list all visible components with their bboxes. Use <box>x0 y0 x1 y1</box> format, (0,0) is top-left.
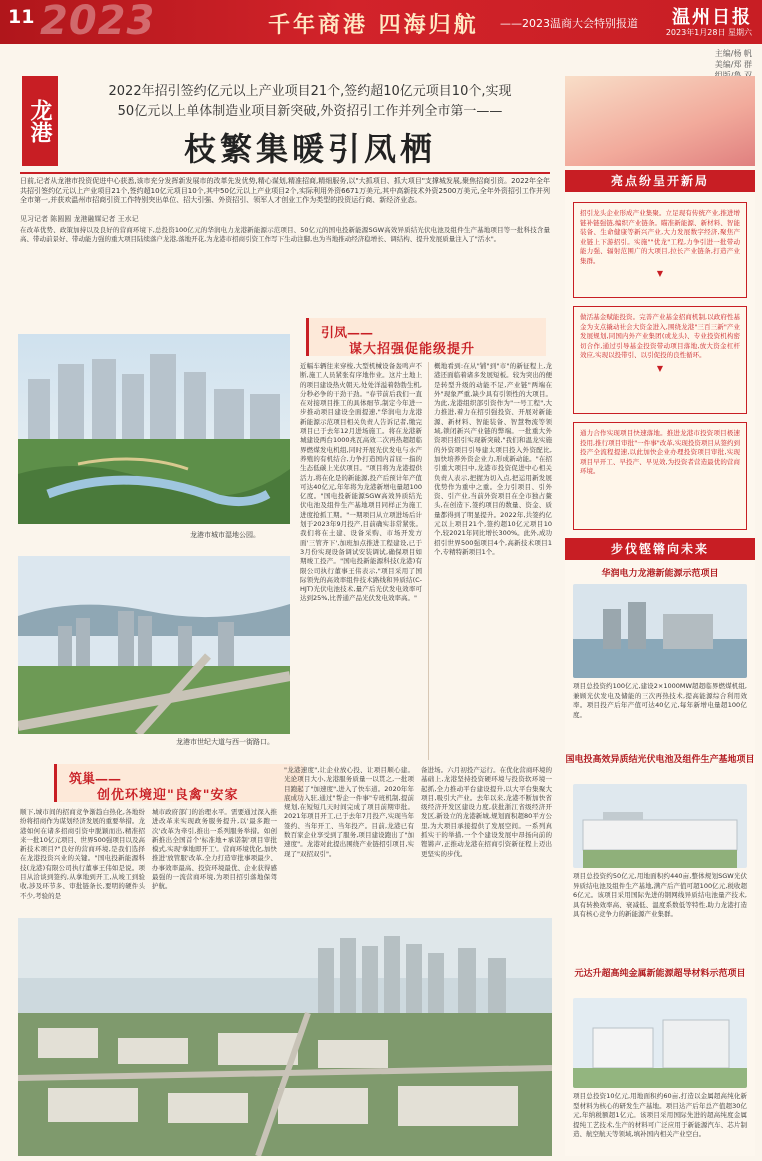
paper-name: 温州日报 <box>672 7 752 28</box>
article-column: 顺下,城市间的招商竞争渐趋白热化,各地纷纷将招商作为谋划经济发展的重要举措。龙港如何在诸多招商引资中脱颖而出,精准招来一批10亿元项目、世界500强项目以及高新技术项目?"良好的营商环境,是我们选择在龙港投资兴业的关键。"国电投新能源科技(龙港)有限公司执行董事王伟如是说。项目从洽谈到签约,从拿地到开工,从竣工到验收,涉及环节多、审批链条长,要明的硬件头不少,考验的是 <box>20 808 145 900</box>
year-watermark: 2023 <box>40 0 156 44</box>
chevron-down-icon: ▼ <box>656 269 664 278</box>
section-kicker: 筑巢—— <box>69 772 122 787</box>
region-tag: 龙港 <box>22 76 58 166</box>
project-description: 项目总投资约100亿元,建设2×1000MW超超临界燃煤机组,兼顾光伏发电及储能的三次再热技术,提高能源综合利用效率。项目投产后年产值可达40亿元,每年新增电量超100亿度。 <box>573 682 747 719</box>
banner-subtitle: ——2023温商大会特别报道 <box>500 17 638 30</box>
project-photo <box>573 784 747 868</box>
project-photo <box>573 998 747 1088</box>
deck-line: 50亿元以上单体制造业项目新突破,外资招引工作并列全市第一—— <box>117 104 503 119</box>
highlight-box <box>573 202 747 298</box>
project-description: 项目总投资10亿元,用地面积约60亩,打造以金属超高纯化新型材料为核心的研发生产基地。项目达产后年总产值超30亿元,年纳税额超1亿元。该项目采用国际先进的超高纯度金属提纯工艺技术,生产的材料可广泛应用于新能源汽车、芯片制造、航空航天等领域,填补国内相关产业空白。 <box>573 1092 747 1138</box>
article-column: 概地看到:在从"铺"到"市"的新征程上,龙港还面临着诸多发展短板。较为突出的便是转型升级的动能不足,产业链"两端在外"现象严重,缺少具有引领性的大项目。为此,龙港组织部引资作为"一号工程",大力推进,着力在招引强投资、开展对新能源、新材料、智能装备、智慧物流等领域,锁闭新兴产业链的弊端。一批重大外资项目招引实现新突破,"我们和温龙实施的外资项目引导建太项目投入外资配比,加快培养外资企业力,形成新动能。"在招引重大项目中,龙港市投资促进中心相关负责人表示,把握为切入点,把运用新发展优势作为重中之重。全力引项目、引外资、引产业,当前外资项目在全市独占鳌头,在创造下,签约项目的数量、资金、质量都得到了明显提升。2022年,共签约亿元以上项目21个,签约超10亿元项目10个,较2021年同比增长300%。此外,成功招引世界500强项目4个,高新技术项目1个,专精特新项目1个。 <box>434 362 552 556</box>
wetland-park-photo <box>18 334 290 524</box>
project-photo <box>573 584 747 678</box>
banner-slogan: 千年商港 四海归航 <box>268 12 479 38</box>
highlight-text: 做活基金赋能投资。完善产业基金招商机制,以政府性基金为支点撬动社会大资金进入,围绕龙港"三百三新"产业发展规划,同国内外产业集团(或龙头)、专业投资机构密切合作,通过引导基金投资带动项目落地,放大资金杠杆效应,实现以投带引、以引促投的良性循环。 <box>580 313 740 359</box>
highlight-box <box>573 422 747 530</box>
sidebar-section-title: 步伐铿锵向未来 <box>565 538 755 560</box>
article-column: 城市政府部门的治理水平。需要通过深入推进改革来实现政务服务提升,以'最多跑一次'改革为牵引,推出一系列服务举措。如创新推出全国首个'标准地+承诺制'项目审批模式,实现'拿地即开工'。营商环境优化,加快推进'放管服'改革,全力打造审批事项最少、办事效率最高、投资环境最优、企业获得感最强的一流营商环境,为项目招引落地保驾护航。 <box>152 808 277 891</box>
project-description: 项目总投资约50亿元,用地面积约440亩,整体规划SGW光伏异质结电池及组件生产基地,满产后产值可超100亿元,税收超6亿元。该项目采用国际先进的钢网线异质结电池量产技术,具有转换效率高、衰减低、温度系数低等特性,助力龙港打造具有核心竞争力的新能源产业集群。 <box>573 872 747 918</box>
page-number: 11 <box>8 6 35 28</box>
editor-line: 主编/杨 帆 <box>714 49 752 58</box>
deck-line: 2022年招引签约亿元以上产业项目21个,签约超10亿元项目10个,实现 <box>108 84 512 99</box>
photo-caption: 龙港市世纪大道与西一街路口。 <box>176 738 274 746</box>
sidebar-section-title: 亮点纷呈开新局 <box>565 170 755 192</box>
divider <box>20 172 550 174</box>
headline-deck <box>70 82 550 122</box>
section-kicker: 引凤—— <box>321 326 374 341</box>
aerial-city-photo <box>18 918 552 1156</box>
project-title: 国电投高效异质结光伏电池及组件生产基地项目 <box>565 755 755 765</box>
section-heading <box>306 318 546 356</box>
top-banner <box>0 0 762 44</box>
intro-paragraph: 在改革优势、政策加持以及良好的营商环境下,总投资100亿元的华润电力龙港新能源示范项目、50亿元的国电投新能源SGW高效异质结光伏电池及组件生产基地项目等一批科技含量高、带动前景好、带动能力强的重大项目陆续落户龙港,落地开花,为龙港市招商引资工作写下生动注脚,也为当地推动经济稳增长、调结构、提升发展质量注入了"活水"。 <box>20 226 550 243</box>
main-headline: 枝繁集暖引凤栖 <box>183 130 436 168</box>
chevron-down-icon: ▼ <box>656 363 664 373</box>
lead-paragraph: 日前,记者从龙港市投资促进中心获悉,该市充分发挥新发展市的改革先发优势,精心谋划,精准招商,精细服务,以"大抓项目、抓大项目"支撑城发展,聚焦招商引资。2022年全年共招引签约亿元以上产业项目21个,签约超10亿元项目10个,其中50亿元以上产业项目2个,实际利用外资6671万美元,其中高新技术外资2500万美元,全年外资招引工作并列全市第一,并获欢温州市招商引资工作特别突出单位、招大引强、外资招引、领军人才创业工作为类型的投资运行商、新经济业态。 <box>20 177 550 204</box>
article-column: 备进场。六月初投产运行。在优化营商环境的基础上,龙港坚持投资硬环境与投资软环境一起抓,全力推动平台建设提升,以大平台集聚大项目,吸引大产业。去年以来,龙港不断加快省级经济开发区建设力度,获批浙江省级经济开发区,新设立的龙港新城,规划面积超80平方公里,为大项目承接提供了发展空间。一系列真抓实干的举措,一个个建设发展中昂扬向前的铿锵声,正推动龙港在招商引资新征程上迈出更坚实的步伐。 <box>421 766 552 858</box>
century-avenue-photo <box>18 556 290 734</box>
paper-date: 2023年1月28日 星期六 <box>665 28 752 37</box>
highlight-box <box>573 306 747 414</box>
project-title: 元达升超高纯金属新能源超导材料示范项目 <box>574 969 746 979</box>
sidebar <box>565 76 755 1156</box>
article-column: "龙港速度",让企业放心投、让项目顺心建。光论项目大小,龙港服务质量一以贯之,一批项目跑起了"加速度",进入了快车道。2020年年底成功入驻,通过"帮企一件事"专班机制,提前规划,在短短几天时间完成了项目前期审批。2021年项目开工,已于去年7月投产,实现当年签约、当年开工、当年投产。目前,龙港已有数百家企业享受到了服务,项目建设跑出了"加速度"。龙港对此提出围绕产业链招引项目,实现了"双招双引"。 <box>284 766 414 858</box>
project-title: 华润电力龙港新能源示范项目 <box>601 569 719 579</box>
column-rule <box>428 362 429 760</box>
editor-line: 美编/郑 群 <box>714 60 752 69</box>
sidebar-art <box>565 76 755 166</box>
highlight-text: 通力合作实现项目快速落地。推进龙港市投资项目极速投用,推行项目审批"一件事"改革,实现投资项目从签约到投产全流程提速,以此加快企业办理投资项目审批,实现项目早开工、早投产、早见效,为投资者营造最优的营商环境。 <box>580 429 740 475</box>
section-title: 创优环境迎"良禽"安家 <box>97 788 239 803</box>
photo-caption: 龙港市城市湿地公园。 <box>190 531 260 539</box>
section-title: 谋大招强促能级提升 <box>349 342 476 357</box>
byline: 见习记者 陈圆圆 龙港融媒记者 王水记 <box>20 215 139 223</box>
article-column: 近幅车辆往来穿梭,大型机械设备轰鸣声不断,施工人员紧张有序地作业。这片土地上的项目建设热火朝天,处处洋溢着勃勃生机,分秒必争的干劲干劲。"春节前后我们一直在对接项目推工的具体细节,制定今年进一步推动项目建设全面提速,"华润电力龙港新能源示范项目相关负责人告诉记者,缴完项目已于去年12月进场施工。将在龙港新城建设两台1000兆瓦高效二次再热超超临界燃煤发电机组,同时开展光伏发电与水产养殖的有机结合,力争打造国内首屈一指的生态低碳上光伏项目。"项目将为龙港提供活力,将在化是的新能源,投产后预计年产值可达40亿元,年年将为龙港新增电量超100亿度。"国电投新能源SGW高效异质结光伏电池及组件生产基地项目同样正为施工进度抢抓工期。"一期项目从立项进场后计划于2023年9月投产,目前确实非常紧张。我们将在土建、设备采购、市场开发方面'三管齐下',加班加点推进工程建设,已于3月份实现设备调试安装调试,确保项目如期竣工投产。"国电投新能源科技(龙港)有限公司执行董事王伟表示,"项目采用了国际领先的高效率组件技术路线和异质结(C-HJT)光伏电池技术,量产后光伏发电效率可达到25%,比普通产品光伏发电效率高。" <box>300 362 422 603</box>
section-heading <box>54 764 304 802</box>
highlight-text: 招引龙头企业形成产业集聚。立足现有传统产业,推进增链补链强链,编织产业链条。瞄准新能源、新材料、智能装备、生命健康等新兴产业,大力发展数字经济,聚焦产业链上下游招引。实施""优龙"工程,力争引进一批带动能力强、辐射范围广的大项目,拉长产业链条,打造产业集群。 <box>580 209 740 265</box>
